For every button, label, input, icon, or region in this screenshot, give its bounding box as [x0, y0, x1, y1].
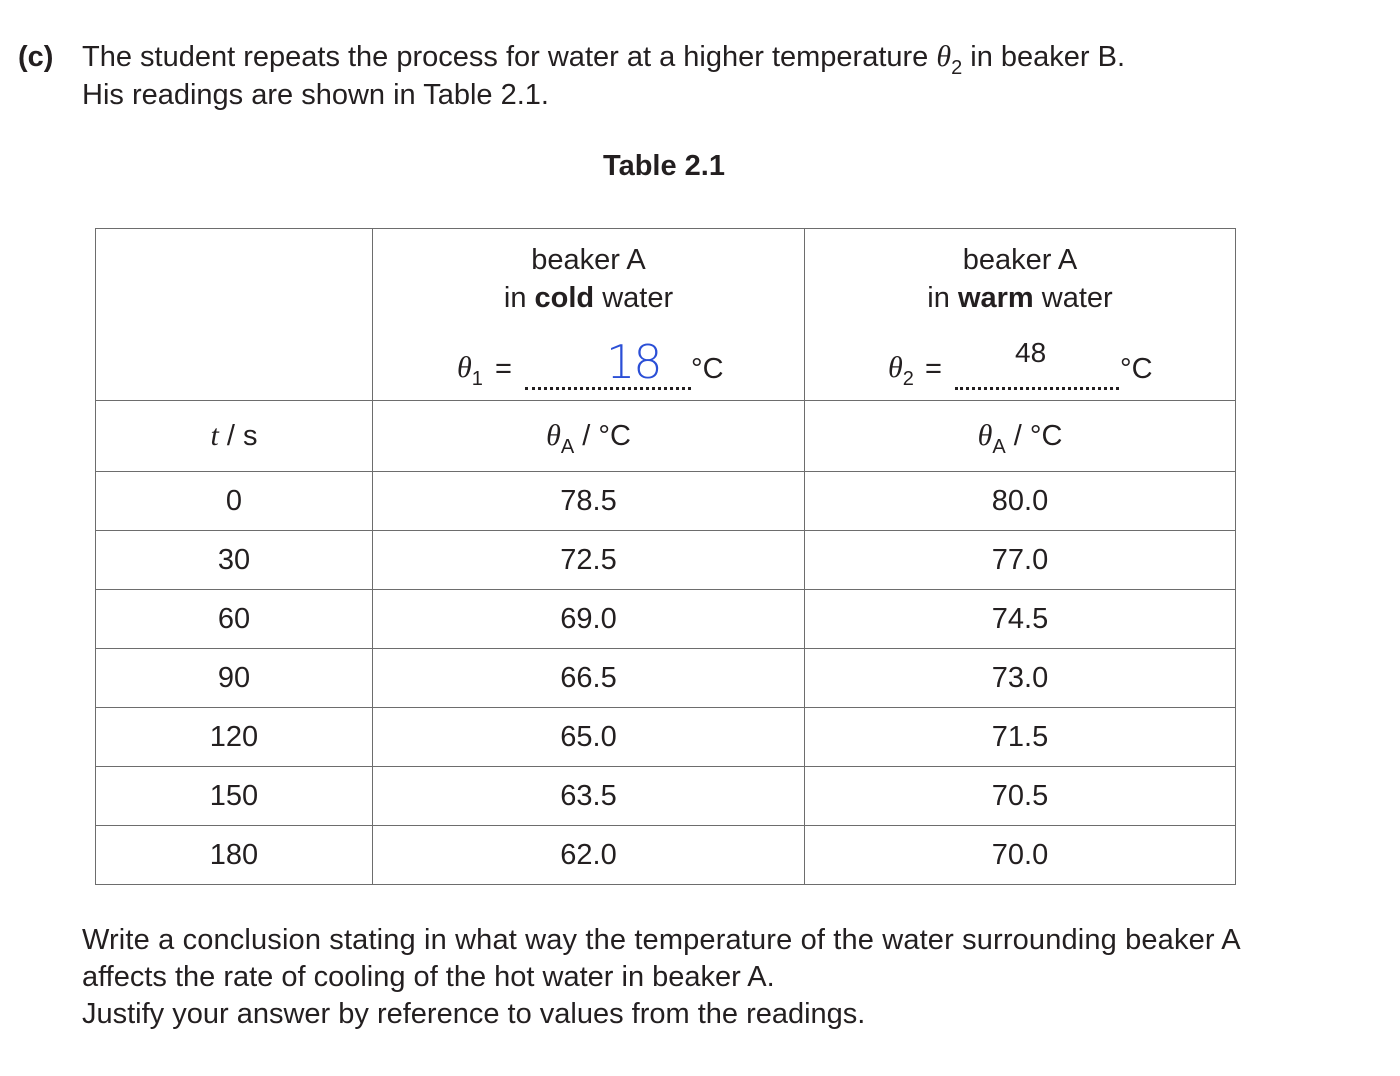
warm-column-title [805, 241, 1235, 317]
readings-table [95, 228, 1236, 885]
table-row [96, 590, 1236, 649]
conclusion-line-3: Justify your answer by reference to values from the readings. [82, 998, 866, 1030]
time-header [96, 401, 373, 472]
conclusion-line-1: Write a conclusion stating in what way the temperature of the water surrounding beaker A [82, 924, 1241, 956]
time-cell: 90 [96, 649, 373, 708]
table-row [96, 531, 1236, 590]
theta2-equals: = [925, 353, 942, 385]
intro-line-1 [18, 38, 1126, 79]
intro-line-2: His readings are shown in Table 2.1. [82, 79, 549, 111]
theta1-label [457, 351, 483, 390]
cold-temp-cell: 66.5 [373, 649, 805, 708]
question-intro [18, 38, 1125, 114]
warm-title-post: water [1033, 282, 1113, 314]
warm-temp-cell: 77.0 [805, 531, 1236, 590]
cold-temp-cell: 69.0 [373, 590, 805, 649]
theta2-answer-dots[interactable] [955, 375, 1119, 390]
time-cell: 30 [96, 531, 373, 590]
warm-theta-symbol: θ [977, 419, 993, 452]
intro-text-before: The student repeats the process for water at a higher temperature [82, 41, 937, 73]
table-row [96, 649, 1236, 708]
conclusion-line-2: affects the rate of cooling of the hot water in beaker A. [82, 961, 775, 993]
table-row [96, 826, 1236, 885]
cold-theta-subscript: A [560, 436, 575, 458]
header-cold-cell [373, 229, 805, 401]
table-row [96, 767, 1236, 826]
time-unit: / s [218, 420, 258, 452]
time-cell: 120 [96, 708, 373, 767]
theta1-handwritten-value: 18 [606, 335, 661, 389]
theta1-equals: = [495, 353, 512, 385]
cold-title-pre: in [503, 282, 535, 314]
cold-temp-cell: 62.0 [373, 826, 805, 885]
theta-subscript: 2 [951, 57, 963, 79]
cold-temp-header [373, 401, 805, 472]
theta2-value: 48 [1015, 337, 1047, 368]
table-caption: Table 2.1 [603, 150, 725, 182]
warm-temp-header [805, 401, 1236, 472]
header-empty-cell [96, 229, 373, 401]
warm-temp-cell: 73.0 [805, 649, 1236, 708]
cold-theta-symbol: θ [546, 419, 561, 452]
cold-temp-cell: 72.5 [373, 531, 805, 590]
time-cell: 150 [96, 767, 373, 826]
theta1-unit: °C [691, 353, 724, 385]
time-cell: 180 [96, 826, 373, 885]
cold-temp-cell: 63.5 [373, 767, 805, 826]
cold-title-line1: beaker A [531, 244, 646, 276]
cold-title-bold: cold [534, 282, 595, 314]
table-row [96, 472, 1236, 531]
time-cell: 60 [96, 590, 373, 649]
cold-title-post: water [594, 282, 674, 314]
part-label: (c) [18, 41, 54, 73]
warm-temp-cell: 80.0 [805, 472, 1236, 531]
warm-title-bold: warm [957, 282, 1034, 314]
theta2-label [888, 351, 914, 390]
cold-temp-cell: 78.5 [373, 472, 805, 531]
theta1-answer-line [373, 335, 804, 391]
header-warm-cell [805, 229, 1236, 401]
table-row [96, 708, 1236, 767]
theta2-unit: °C [1120, 353, 1153, 385]
theta-symbol: θ [936, 40, 952, 73]
warm-title-line2 [805, 279, 1235, 317]
time-cell: 0 [96, 472, 373, 531]
warm-theta-subscript: A [992, 436, 1006, 458]
theta1-symbol: θ [457, 351, 472, 384]
cold-temp-unit: / °C [574, 420, 631, 452]
table-header-row [96, 229, 1236, 401]
warm-temp-cell: 74.5 [805, 590, 1236, 649]
warm-temp-cell: 70.0 [805, 826, 1236, 885]
conclusion-prompt [82, 922, 1382, 1033]
cold-column-title [373, 241, 804, 317]
cold-title-line2 [373, 279, 804, 317]
time-variable: t [210, 419, 219, 452]
cold-temp-cell: 65.0 [373, 708, 805, 767]
theta2-subscript: 2 [902, 368, 914, 390]
warm-temp-unit: / °C [1005, 420, 1063, 452]
warm-temp-cell: 71.5 [805, 708, 1236, 767]
theta2-symbol: θ [888, 351, 903, 384]
warm-title-pre: in [927, 282, 958, 314]
theta1-subscript: 1 [471, 368, 483, 390]
theta2-answer-line [805, 337, 1235, 391]
warm-title-line1: beaker A [962, 244, 1078, 276]
warm-temp-cell: 70.5 [805, 767, 1236, 826]
intro-text-after: in beaker B. [962, 41, 1126, 73]
units-row [96, 401, 1236, 472]
